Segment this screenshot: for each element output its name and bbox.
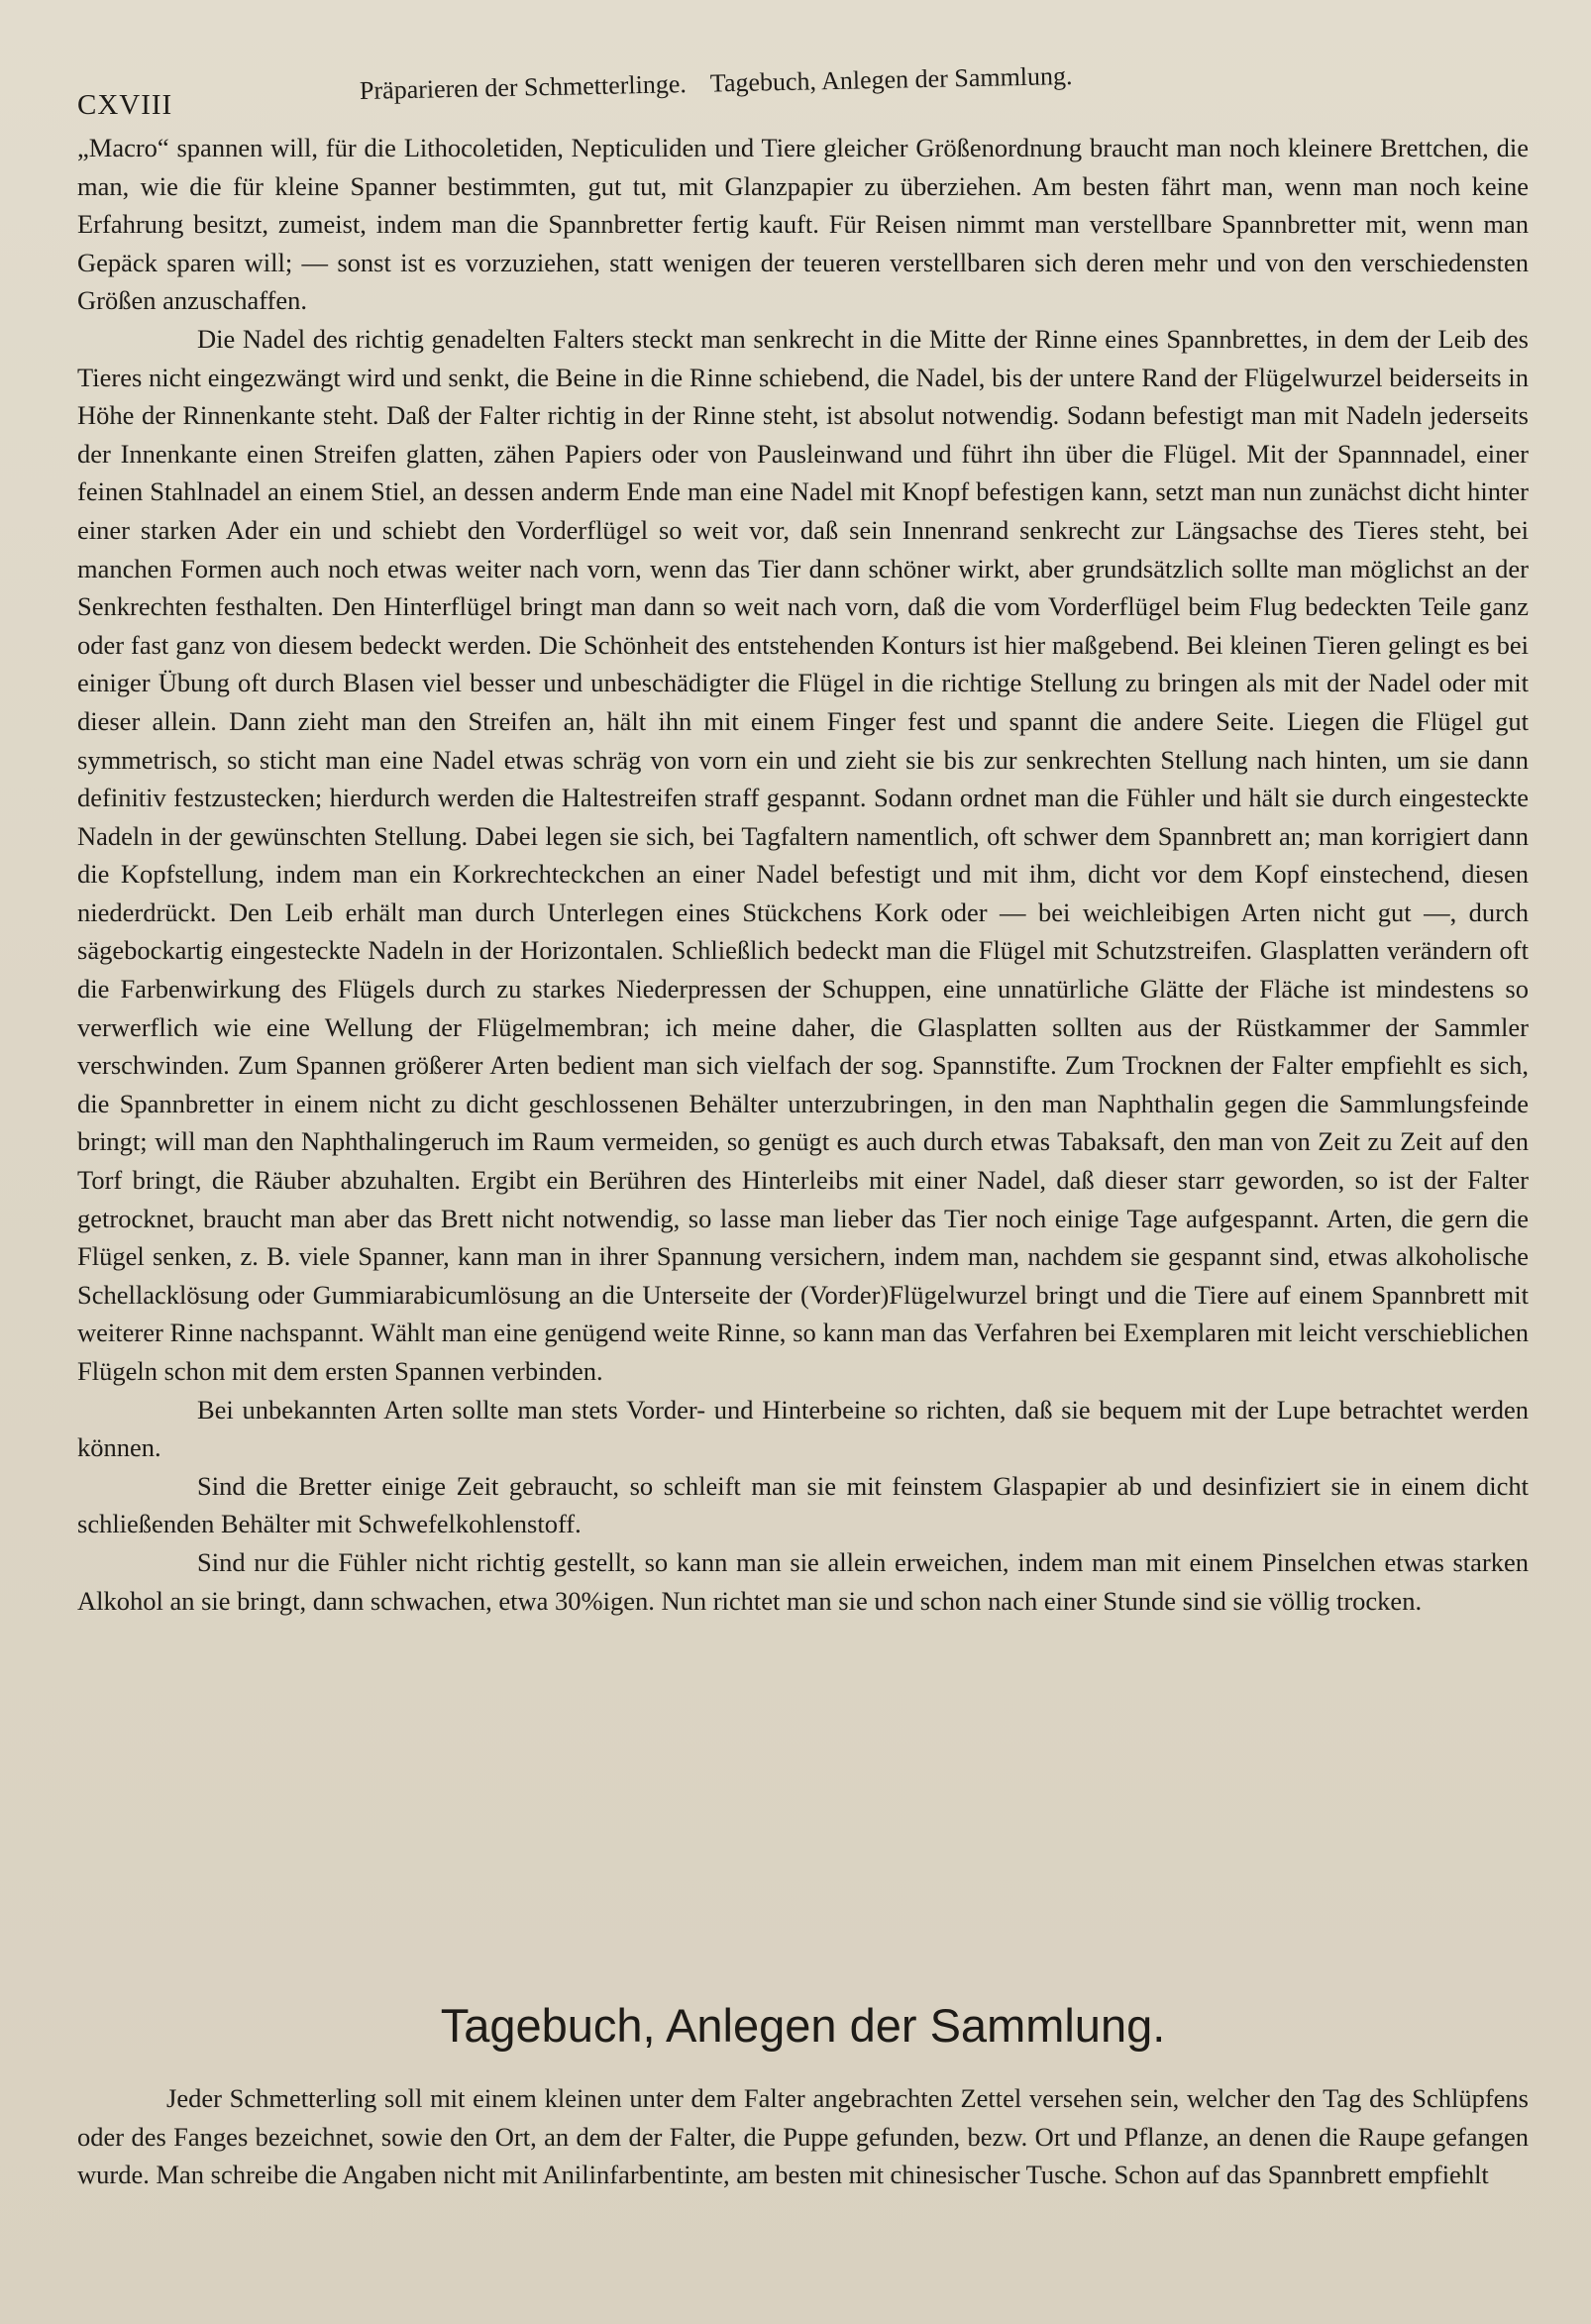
running-head-right: Tagebuch, Anlegen der Sammlung. <box>709 60 1073 98</box>
paragraph: Sind nur die Fühler nicht richtig gestellt, so kann man sie allein erweichen, indem man mit einem Pinselchen etwas starken Alkohol an sie bringt, dann schwachen, etwa 30%igen. Nun richtet man sie und schon nach einer Stunde sind sie völlig trocken. <box>77 1546 1529 1616</box>
body-text <box>77 129 1529 1620</box>
section-paragraph: Jeder Schmetterling soll mit einem kleinen unter dem Falter angebrachten Zettel versehen sein, welcher den Tag des Schlüpfens oder des Fanges bezeichnet, sowie den Ort, an dem der Falter, die Puppe gefunden, bezw. Ort und Pflanze, an denen die Raupe gefangen wurde. Man schreibe die Angaben nicht mit Anilinfarbentinte, am besten mit chinesischer Tusche. Schon auf das Spannbrett empfiehlt <box>77 2083 1529 2190</box>
section-title: Tagebuch, Anlegen der Sammlung. <box>440 1999 1166 2052</box>
page-number: CXVIII <box>77 89 173 121</box>
paragraph: Die Nadel des richtig genadelten Falters steckt man senkrecht in die Mitte der Rinne eines Spannbrettes, in dem der Leib des Tieres nicht eingezwängt wird und senkt, die Beine in die Rinne schiebend, die Nadel, bis der untere Rand der Flügelwurzel beiderseits in Höhe der Rinnenkante steht. Daß der Falter richtig in der Rinne steht, ist absolut notwendig. Sodann befestigt man mit Nadeln jederseits der Innenkante einen Streifen glatten, zähen Papiers oder von Pausleinwand und führt ihn über die Flügel. Mit der Spannnadel, einer feinen Stahlnadel an einem Stiel, an dessen anderm Ende man eine Nadel mit Knopf befestigen kann, setzt man nun zunächst dicht hinter einer starken Ader ein und schiebt den Vorderflügel so weit vor, daß sein Innenrand senkrecht zur Längsachse des Tieres steht, bei manchen Formen auch noch etwas weiter nach vorn, wenn das Tier dann schöner wirkt, aber grundsätzlich sollte man möglichst an der Senkrechten festhalten. Den Hinterflügel bringt man dann so weit nach vorn, daß die vom Vorderflügel beim Flug bedeckten Teile ganz oder fast ganz von diesem bedeckt werden. Die Schönheit des entstehenden Konturs ist hier maßgebend. Bei kleinen Tieren gelingt es bei einiger Übung oft durch Blasen viel besser und unbeschädigter die Flügel in die richtige Stellung zu bringen als mit der Nadel oder mit dieser allein. Dann zieht man den Streifen an, hält ihn mit einem Finger fest und spannt die andere Seite. Liegen die Flügel gut symmetrisch, so sticht man eine Nadel etwas schräg von vorn ein und zieht sie bis zur senkrechten Stellung nach hinten, um sie dann definitiv festzustecken; hierdurch werden die Haltestreifen straff gespannt. Sodann ordnet man die Fühler und hält sie durch eingesteckte Nadeln in der gewünschten Stellung. Dabei legen sie sich, bei Tagfaltern namentlich, oft schwer dem Spannbrett an; man korrigiert dann die Kopfstellung, indem man ein Korkrechteckchen an einer Nadel befestigt und mit ihm, dicht vor dem Kopf einstechend, diesen niederdrückt. Den Leib erhält man durch Unterlegen eines Stückchens Kork oder — bei weichleibigen Arten nicht gut —, durch sägebockartig eingesteckte Nadeln in der Horizontalen. Schließlich bedeckt man die Flügel mit Schutzstreifen. Glasplatten verändern oft die Farbenwirkung des Flügels durch zu starkes Niederpressen der Schuppen, eine unnatürliche Glätte der Fläche ist mindestens so verwerflich wie eine Wellung der Flügelmembran; ich meine daher, die Glasplatten sollten aus der Rüstkammer der Sammler verschwinden. Zum Spannen größerer Arten bedient man sich vielfach der sog. Spannstifte. Zum Trocknen der Falter empfiehlt es sich, die Spannbretter in einem nicht zu dicht geschlossenen Behälter unterzubringen, in den man Naphthalin gegen die Sammlungsfeinde bringt; will man den Naphthalingeruch im Raum vermeiden, so genügt es auch durch etwas Tabaksaft, den man von Zeit zu Zeit auf den Torf bringt, die Räuber abzuhalten. Ergibt ein Berühren des Hinterleibs mit einer Nadel, daß dieser starr geworden, so ist der Falter getrocknet, braucht man aber das Brett nicht notwendig, so lasse man lieber das Tier noch einige Tage aufgespannt. Arten, die gern die Flügel senken, z. B. viele Spanner, kann man in ihrer Spannung versichern, indem man, nachdem sie gespannt sind, etwas alkoholische Schellacklösung oder Gummiarabicumlösung an die Unterseite der (Vorder)Flügelwurzel bringt und die Tiere auf einem Spannbrett mit weiterer Rinne nachspannt. Wählt man eine genügend weite Rinne, so kann man das Verfahren bei Exemplaren mit leicht verschieblichen Flügeln schon mit dem ersten Spannen verbinden. <box>77 323 1529 1386</box>
running-head <box>360 61 1073 106</box>
paragraph: Bei unbekannten Arten sollte man stets Vorder- und Hinterbeine so richten, daß sie bequem mit der Lupe betrachtet werden können. <box>77 1394 1529 1463</box>
page-header <box>77 59 1534 119</box>
running-head-left: Präparieren der Schmetterlinge. <box>359 69 688 105</box>
paragraph: „Macro“ spannen will, für die Lithocoletiden, Nepticuliden und Tiere gleicher Größenordnung braucht man noch kleinere Brettchen, die man, wie die für kleine Spanner bestimmten, gut tut, mit Glanzpapier zu überziehen. Am besten fährt man, wenn man noch keine Erfahrung besitzt, zumeist, indem man die Spannbretter fertig kauft. Für Reisen nimmt man verstellbare Spannbretter mit, wenn man Gepäck sparen will; — sonst ist es vorzuziehen, statt wenigen der teueren verstellbaren sich deren mehr und von den verschiedensten Größen anzuschaffen. <box>77 133 1529 316</box>
section <box>77 1986 1529 2220</box>
paragraph: Sind die Bretter einige Zeit gebraucht, so schleift man sie mit feinstem Glaspapier ab und desinfiziert sie in einem dicht schließenden Behälter mit Schwefelkohlenstoff. <box>77 1470 1529 1539</box>
